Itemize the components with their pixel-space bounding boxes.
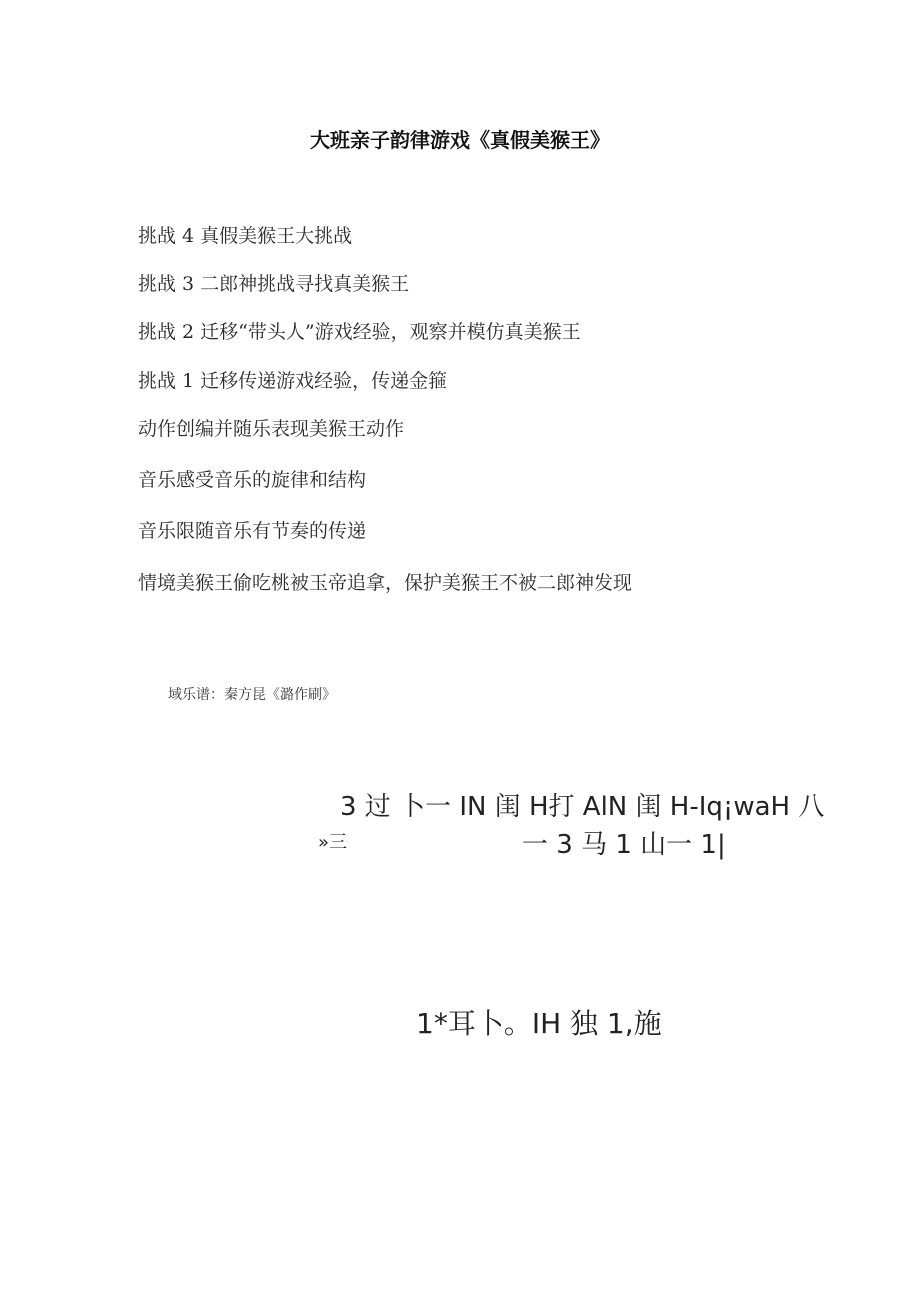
list-item: 挑战 4 真假美猴王大挑战 bbox=[138, 225, 353, 247]
score-line-2-right: 一 3 马 1 山一 1| bbox=[522, 830, 726, 860]
list-item: 挑战 3 二郎神挑战寻找真美猴王 bbox=[138, 273, 410, 295]
score-line-1: 3 过 卜一 IN 闺 H打 AlN 闺 H-Iq¡waH 八 bbox=[340, 792, 825, 822]
list-item: 音乐感受音乐的旋律和结构 bbox=[138, 469, 367, 491]
list-item: 动作创编并随乐表现美猴王动作 bbox=[138, 418, 405, 440]
list-item: 音乐限随音乐有节奏的传递 bbox=[138, 520, 367, 542]
score-line-3: 1*耳卜。IH 独 1,施 bbox=[416, 1007, 662, 1040]
list-item: 挑战 1 迁移传递游戏经验，传递金箍 bbox=[138, 370, 448, 392]
document-title: 大班亲子韵律游戏《真假美猴王》 bbox=[310, 128, 610, 152]
score-line-2-left: »三 bbox=[318, 832, 348, 853]
score-label: 域乐谱：秦方昆《潞作刷》 bbox=[168, 687, 336, 703]
list-item: 情境美猴王偷吃桃被玉帝追拿，保护美猴王不被二郎神发现 bbox=[138, 572, 633, 594]
list-item: 挑战 2 迁移“带头人”游戏经验，观察并模仿真美猴王 bbox=[138, 321, 581, 343]
